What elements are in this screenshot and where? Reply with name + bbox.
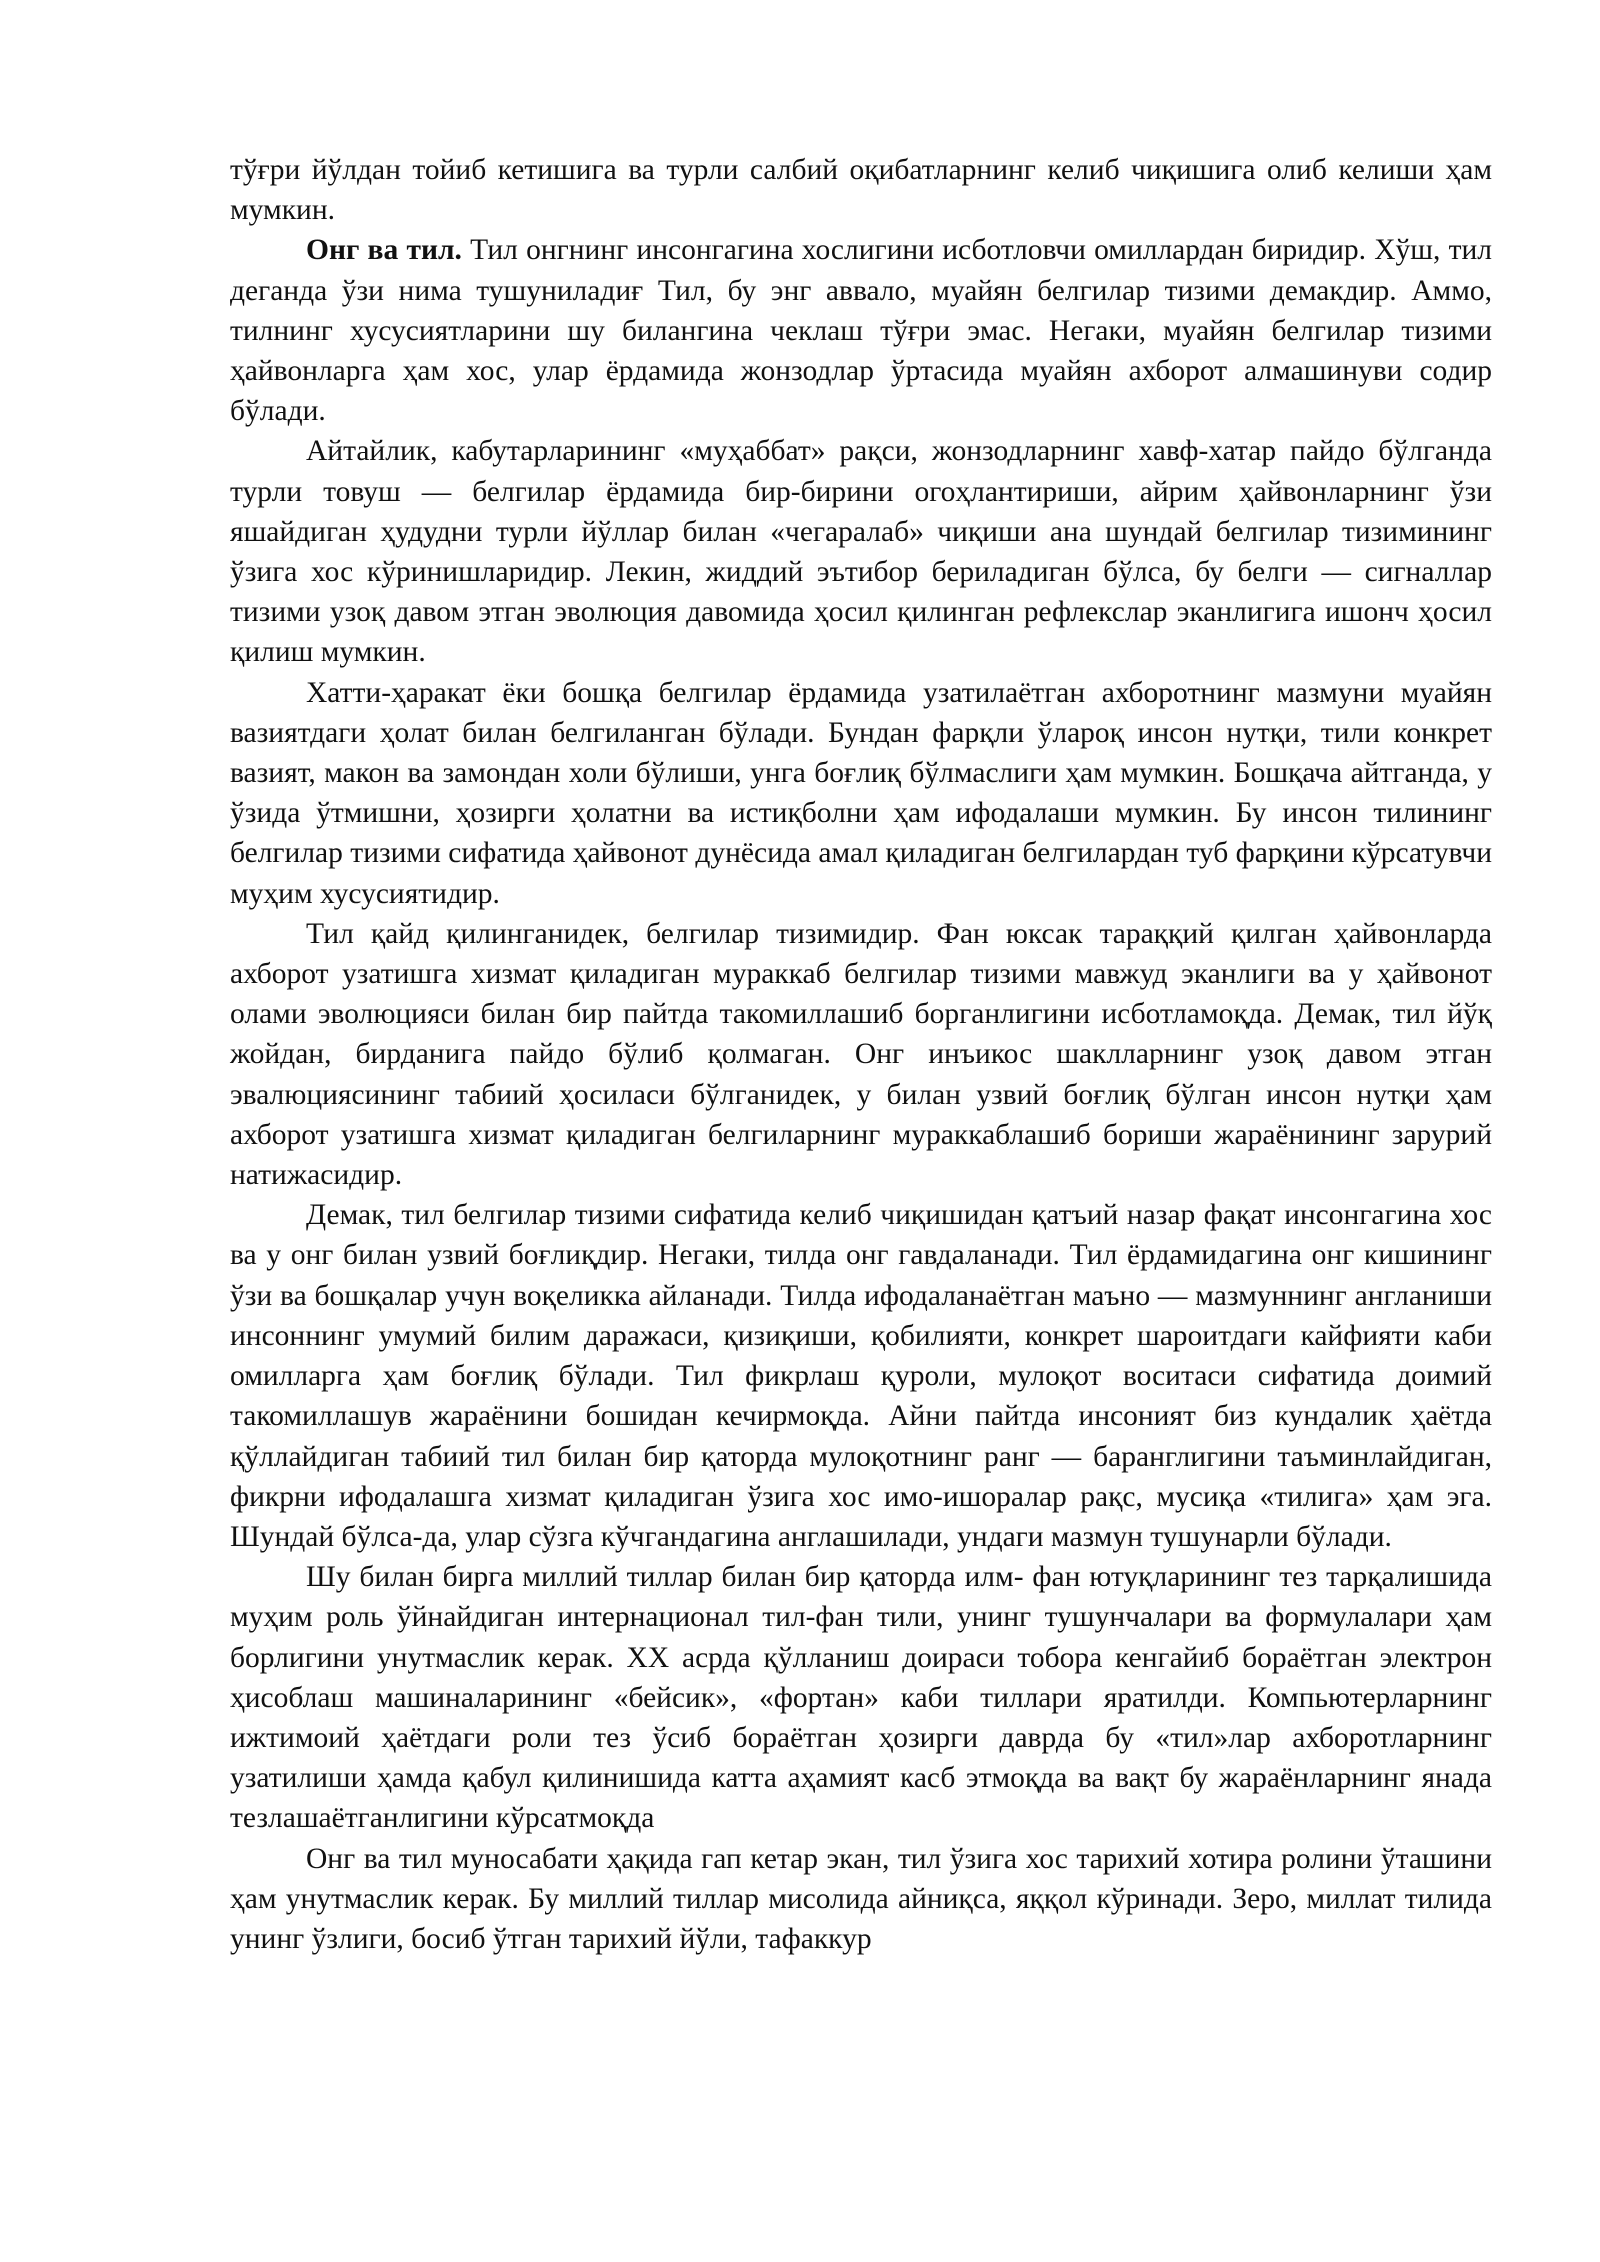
paragraph-text: Айтайлик, кабутарларининг «муҳаббат» рақси, жонзодларнинг хавф-хатар пайдо бўлганда турли товуш — белгилар ёрдамида бир-бирини огоҳлантириши, айрим ҳайвонларнинг ўзи яшайдиган ҳудудни турли йўллар билан «чегаралаб» чиқиши ана шундай белгилар тизимининг ўзига хос кўринишларидир. Лекин, жиддий эътибор бериладиган бўлса, бу белги — сигналлар тизими узоқ давом этган эволюция давомида ҳосил қилинган рефлекслар эканлигига ишонч ҳосил қилиш мумкин. bbox=[230, 435, 1492, 669]
paragraph-4 bbox=[230, 673, 1492, 914]
paragraph-text: Хатти-ҳаракат ёки бошқа белгилар ёрдамида узатилаётган ахборотнинг мазмуни муайян вазиятдаги ҳолат билан белгиланган бўлади. Бундан фарқли ўлароқ инсон нутқи, тили конкрет вазият, макон ва замондан холи бўлиши, унга боғлиқ бўлмаслиги ҳам мумкин. Бошқача айтганда, у ўзида ўтмишни, ҳозирги ҳолатни ва истиқболни ҳам ифодалаши мумкин. Бу инсон тилининг белгилар тизими сифатида ҳайвонот дунёсида амал қиладиган белгилардан туб фарқини кўрсатувчи муҳим хусусиятидир. bbox=[230, 676, 1492, 910]
paragraph-text: Онг ва тил муносабати ҳақида гап кетар экан, тил ўзига хос тарихий хотира ролини ўташини ҳам унутмаслик керак. Бу миллий тиллар мисолида айниқса, яққол кўринади. Зеро, миллат тилида унинг ўзлиги, босиб ўтган тарихий йўли, тафаккур bbox=[230, 1842, 1492, 1955]
paragraph-3 bbox=[230, 431, 1492, 672]
paragraph-text: Шу билан бирга миллий тиллар билан бир қаторда илм- фан ютуқларининг тез тарқалишида муҳим роль ўйнайдиган интернационал тил-фан тили, унинг тушунчалари ва формулалари ҳам борлигини унутмаслик керак. XX асрда қўлланиш доираси тобора кенгайиб бораётган электрон ҳисоблаш машиналарининг «бейсик», «фортан» каби тиллари яратилди. Компьютерларнинг ижтимоий ҳаётдаги роли тез ўсиб бораётган ҳозирги даврда бу «тил»лар ахборотларнинг узатилиши ҳамда қабул қилинишида катта аҳамият касб этмоқда ва вақт бу жараёнларнинг янада тезлашаётганлигини кўрсатмоқда bbox=[230, 1561, 1492, 1835]
paragraph-2 bbox=[230, 230, 1492, 431]
paragraph-7 bbox=[230, 1557, 1492, 1838]
section-heading: Онг ва тил. bbox=[306, 234, 462, 267]
paragraph-8 bbox=[230, 1839, 1492, 1960]
paragraph-text: Тил қайд қилинганидек, белгилар тизимидир. Фан юксак тараққий қилган ҳайвонларда ахборот узатишга хизмат қиладиган мураккаб белгилар тизими мавжуд эканлиги ва у ҳайвонот олами эволюцияси билан бир пайтда такомиллашиб борганлигини исботламоқда. Демак, тил йўқ жойдан, бирданига пайдо бўлиб қолмаган. Онг инъикос шаклларнинг узоқ давом этган эвалюциясининг табиий ҳосиласи бўлганидек, у билан узвий боғлиқ бўлган инсон нутқи ҳам ахборот узатишга хизмат қиладиган белгиларнинг мураккаблашиб бориши жараёнининг зарурий натижасидир. bbox=[230, 917, 1492, 1192]
paragraph-1 bbox=[230, 150, 1492, 230]
paragraph-text: Тил онгнинг инсонгагина хослигини исботловчи омиллардан биридир. Хўш, тил деганда ўзи нима тушуниладиғ Тил, бу энг аввало, муайян белгилар тизими демакдир. Аммо, тилнинг хусусиятларини шу билангина чеклаш тўғри эмас. Негаки, муайян белгилар тизими ҳайвонларга ҳам хос, улар ёрдамида жонзодлар ўртасида муайян ахборот алмашинуви содир бўлади. bbox=[230, 234, 1492, 428]
paragraph-6 bbox=[230, 1195, 1492, 1557]
paragraph-5 bbox=[230, 914, 1492, 1195]
document-body bbox=[230, 150, 1492, 1959]
paragraph-text: тўғри йўлдан тойиб кетишига ва турли салбий оқибатларнинг келиб чиқишига олиб келиши ҳам мумкин. bbox=[230, 154, 1492, 227]
paragraph-text: Демак, тил белгилар тизими сифатида келиб чиқишидан қатъий назар фақат инсонгагина хос ва у онг билан узвий боғлиқдир. Негаки, тилда онг гавдаланади. Тил ёрдамидагина онг кишининг ўзи ва бошқалар учун воқеликка айланади. Тилда ифодаланаётган маъно — мазмуннинг англаниши инсоннинг умумий билим даражаси, қизиқиши, қобилияти, конкрет шароитдаги кайфияти каби омилларга ҳам боғлиқ бўлади. Тил фикрлаш қуроли, мулоқот воситаси сифатида доимий такомиллашув жараёнини бошидан кечирмоқда. Айни пайтда инсоният биз кундалик ҳаётда қўллайдиган табиий тил билан бир қаторда мулоқотнинг ранг — баранглигини таъминлайдиган, фикрни ифодалашга хизмат қиладиган ўзига хос имо-ишоралар рақс, мусиқа «тилига» ҳам эга. Шундай бўлса-да, улар сўзга кўчгандагина англашилади, ундаги мазмун тушунарли бўлади. bbox=[230, 1199, 1492, 1553]
